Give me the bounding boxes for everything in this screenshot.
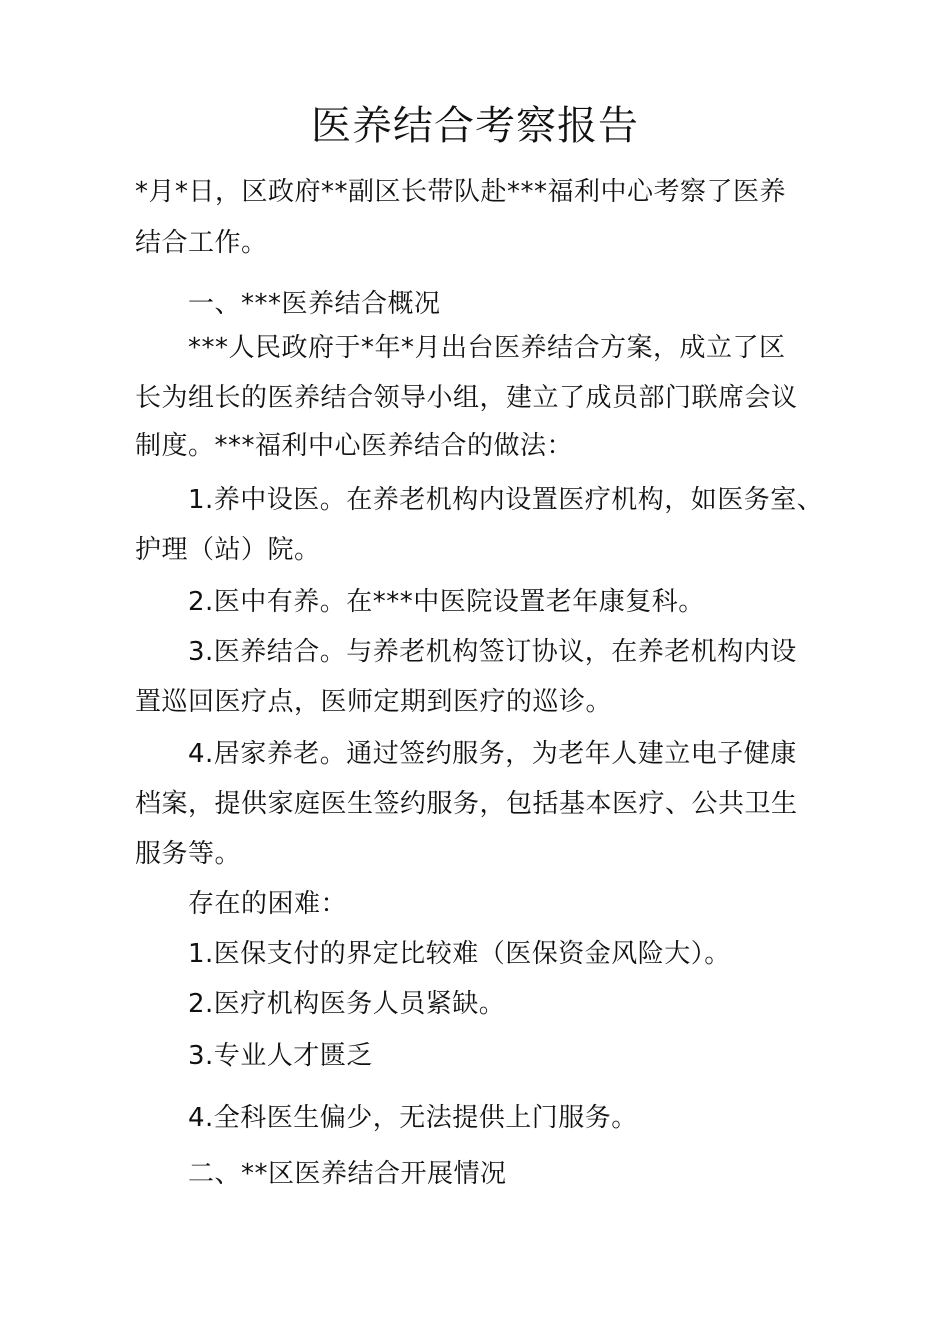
section-heading: 二、**区医养结合开展情况 [188,1159,507,1189]
paragraph-line: 服务等。 [135,839,242,869]
paragraph-line: ***人民政府于*年*月出台医养结合方案，成立了区 [188,333,786,363]
paragraph-line: 档案，提供家庭医生签约服务，包括基本医疗、公共卫生 [135,789,798,819]
paragraph-line: 护理（站）院。 [135,535,321,565]
paragraph-line: *月*日，区政府**副区长带队赴***福利中心考察了医养 [135,177,787,207]
paragraph-line: 结合工作。 [135,228,268,258]
list-item: 3.专业人才匮乏 [188,1041,373,1071]
list-item: 1.医保支付的界定比较难（医保资金风险大）。 [188,939,731,969]
list-item: 4.居家养老。通过签约服务，为老年人建立电子健康 [188,739,797,769]
paragraph-line: 置巡回医疗点，医师定期到医疗的巡诊。 [135,687,613,717]
list-item: 2.医疗机构医务人员紧缺。 [188,989,506,1019]
section-heading: 存在的困难： [188,889,348,919]
list-item: 3.医养结合。与养老机构签订协议，在养老机构内设 [188,637,797,667]
paragraph-line: 制度。***福利中心医养结合的做法： [135,431,574,461]
list-item: 4.全科医生偏少，无法提供上门服务。 [188,1103,638,1133]
document-title: 医养结合考察报告 [311,103,639,149]
paragraph-line: 长为组长的医养结合领导小组，建立了成员部门联席会议 [135,383,798,413]
list-item: 1.养中设医。在养老机构内设置医疗机构，如医务室、 [188,485,824,515]
section-heading: 一、***医养结合概况 [188,289,441,319]
list-item: 2.医中有养。在***中医院设置老年康复科。 [188,587,705,617]
